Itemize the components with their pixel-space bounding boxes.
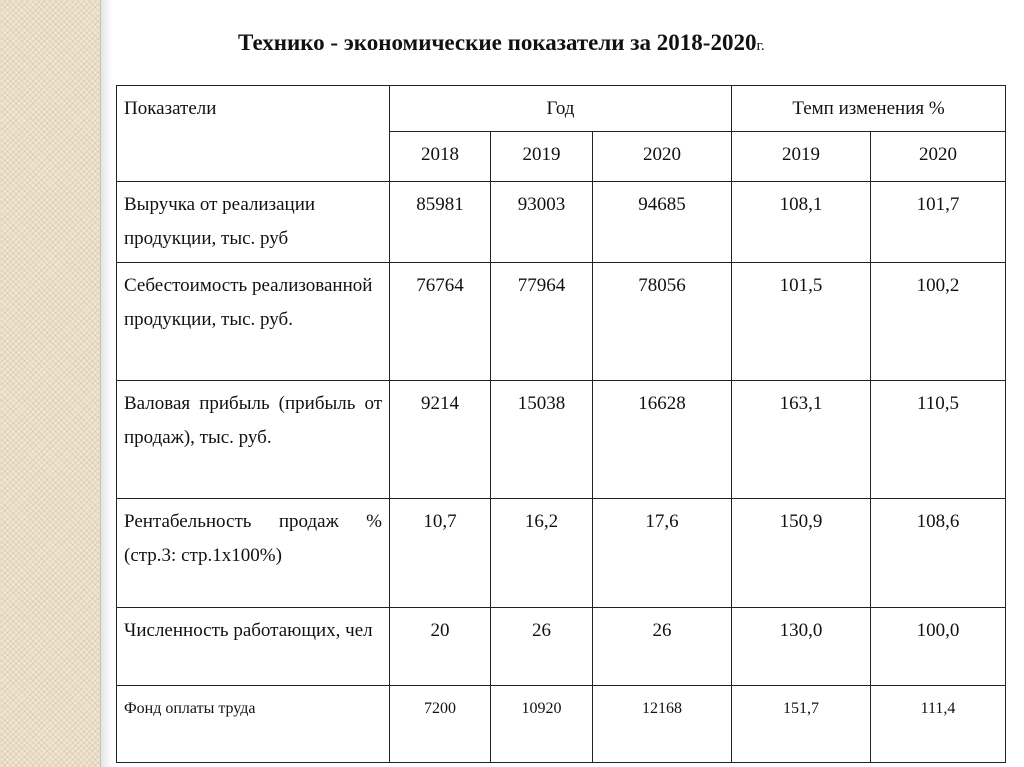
cell-2019: 93003 — [491, 182, 593, 263]
header-indicator: Показатели — [117, 86, 390, 182]
cell-2019: 15038 — [491, 381, 593, 499]
cell-2018: 9214 — [390, 381, 491, 499]
cell-rate-2020: 100,2 — [871, 263, 1006, 381]
table-row — [117, 608, 1006, 686]
cell-2020: 94685 — [593, 182, 732, 263]
header-year-2020: 2020 — [593, 132, 732, 182]
cell-rate-2020: 101,7 — [871, 182, 1006, 263]
table-row — [117, 182, 1006, 263]
row-label: Валовая прибыль (прибыль от продаж), тыс. руб. — [117, 381, 390, 499]
header-year-group: Год — [390, 86, 732, 132]
cell-rate-2020: 100,0 — [871, 608, 1006, 686]
cell-2020: 17,6 — [593, 499, 732, 608]
cell-2020: 12168 — [593, 686, 732, 763]
row-label: Численность работающих, чел — [117, 608, 390, 686]
page-title — [238, 30, 765, 56]
cell-2019: 26 — [491, 608, 593, 686]
cell-2018: 7200 — [390, 686, 491, 763]
cell-2019: 10920 — [491, 686, 593, 763]
side-strip-edge — [100, 0, 113, 767]
cell-2020: 16628 — [593, 381, 732, 499]
cell-2018: 20 — [390, 608, 491, 686]
cell-rate-2019: 150,9 — [732, 499, 871, 608]
cell-rate-2020: 111,4 — [871, 686, 1006, 763]
header-rate-group: Темп изменения % — [732, 86, 1006, 132]
cell-rate-2020: 108,6 — [871, 499, 1006, 608]
cell-rate-2020: 110,5 — [871, 381, 1006, 499]
row-label: Фонд оплаты труда — [117, 686, 390, 763]
header-year-2019: 2019 — [491, 132, 593, 182]
title-main: Технико - экономические показатели за 2018-2020 — [238, 30, 757, 55]
header-year-2018: 2018 — [390, 132, 491, 182]
header-rate-2019: 2019 — [732, 132, 871, 182]
cell-2019: 77964 — [491, 263, 593, 381]
row-label: Выручка от реализации продукции, тыс. руб — [117, 182, 390, 263]
cell-rate-2019: 130,0 — [732, 608, 871, 686]
cell-rate-2019: 108,1 — [732, 182, 871, 263]
cell-2019: 16,2 — [491, 499, 593, 608]
title-suffix: г. — [756, 38, 765, 54]
row-label: Рентабельность продаж % (стр.3: стр.1х100%) — [117, 499, 390, 608]
decorative-side-strip — [0, 0, 100, 767]
indicators-table — [116, 85, 1006, 763]
cell-2018: 76764 — [390, 263, 491, 381]
cell-2018: 85981 — [390, 182, 491, 263]
header-rate-2020: 2020 — [871, 132, 1006, 182]
cell-2020: 78056 — [593, 263, 732, 381]
cell-rate-2019: 101,5 — [732, 263, 871, 381]
cell-rate-2019: 151,7 — [732, 686, 871, 763]
table-row — [117, 499, 1006, 608]
table-row — [117, 686, 1006, 763]
cell-rate-2019: 163,1 — [732, 381, 871, 499]
table-row — [117, 381, 1006, 499]
cell-2020: 26 — [593, 608, 732, 686]
row-label: Себестоимость реализованной продукции, тыс. руб. — [117, 263, 390, 381]
cell-2018: 10,7 — [390, 499, 491, 608]
header-row-groups — [117, 86, 1006, 132]
table-row — [117, 263, 1006, 381]
